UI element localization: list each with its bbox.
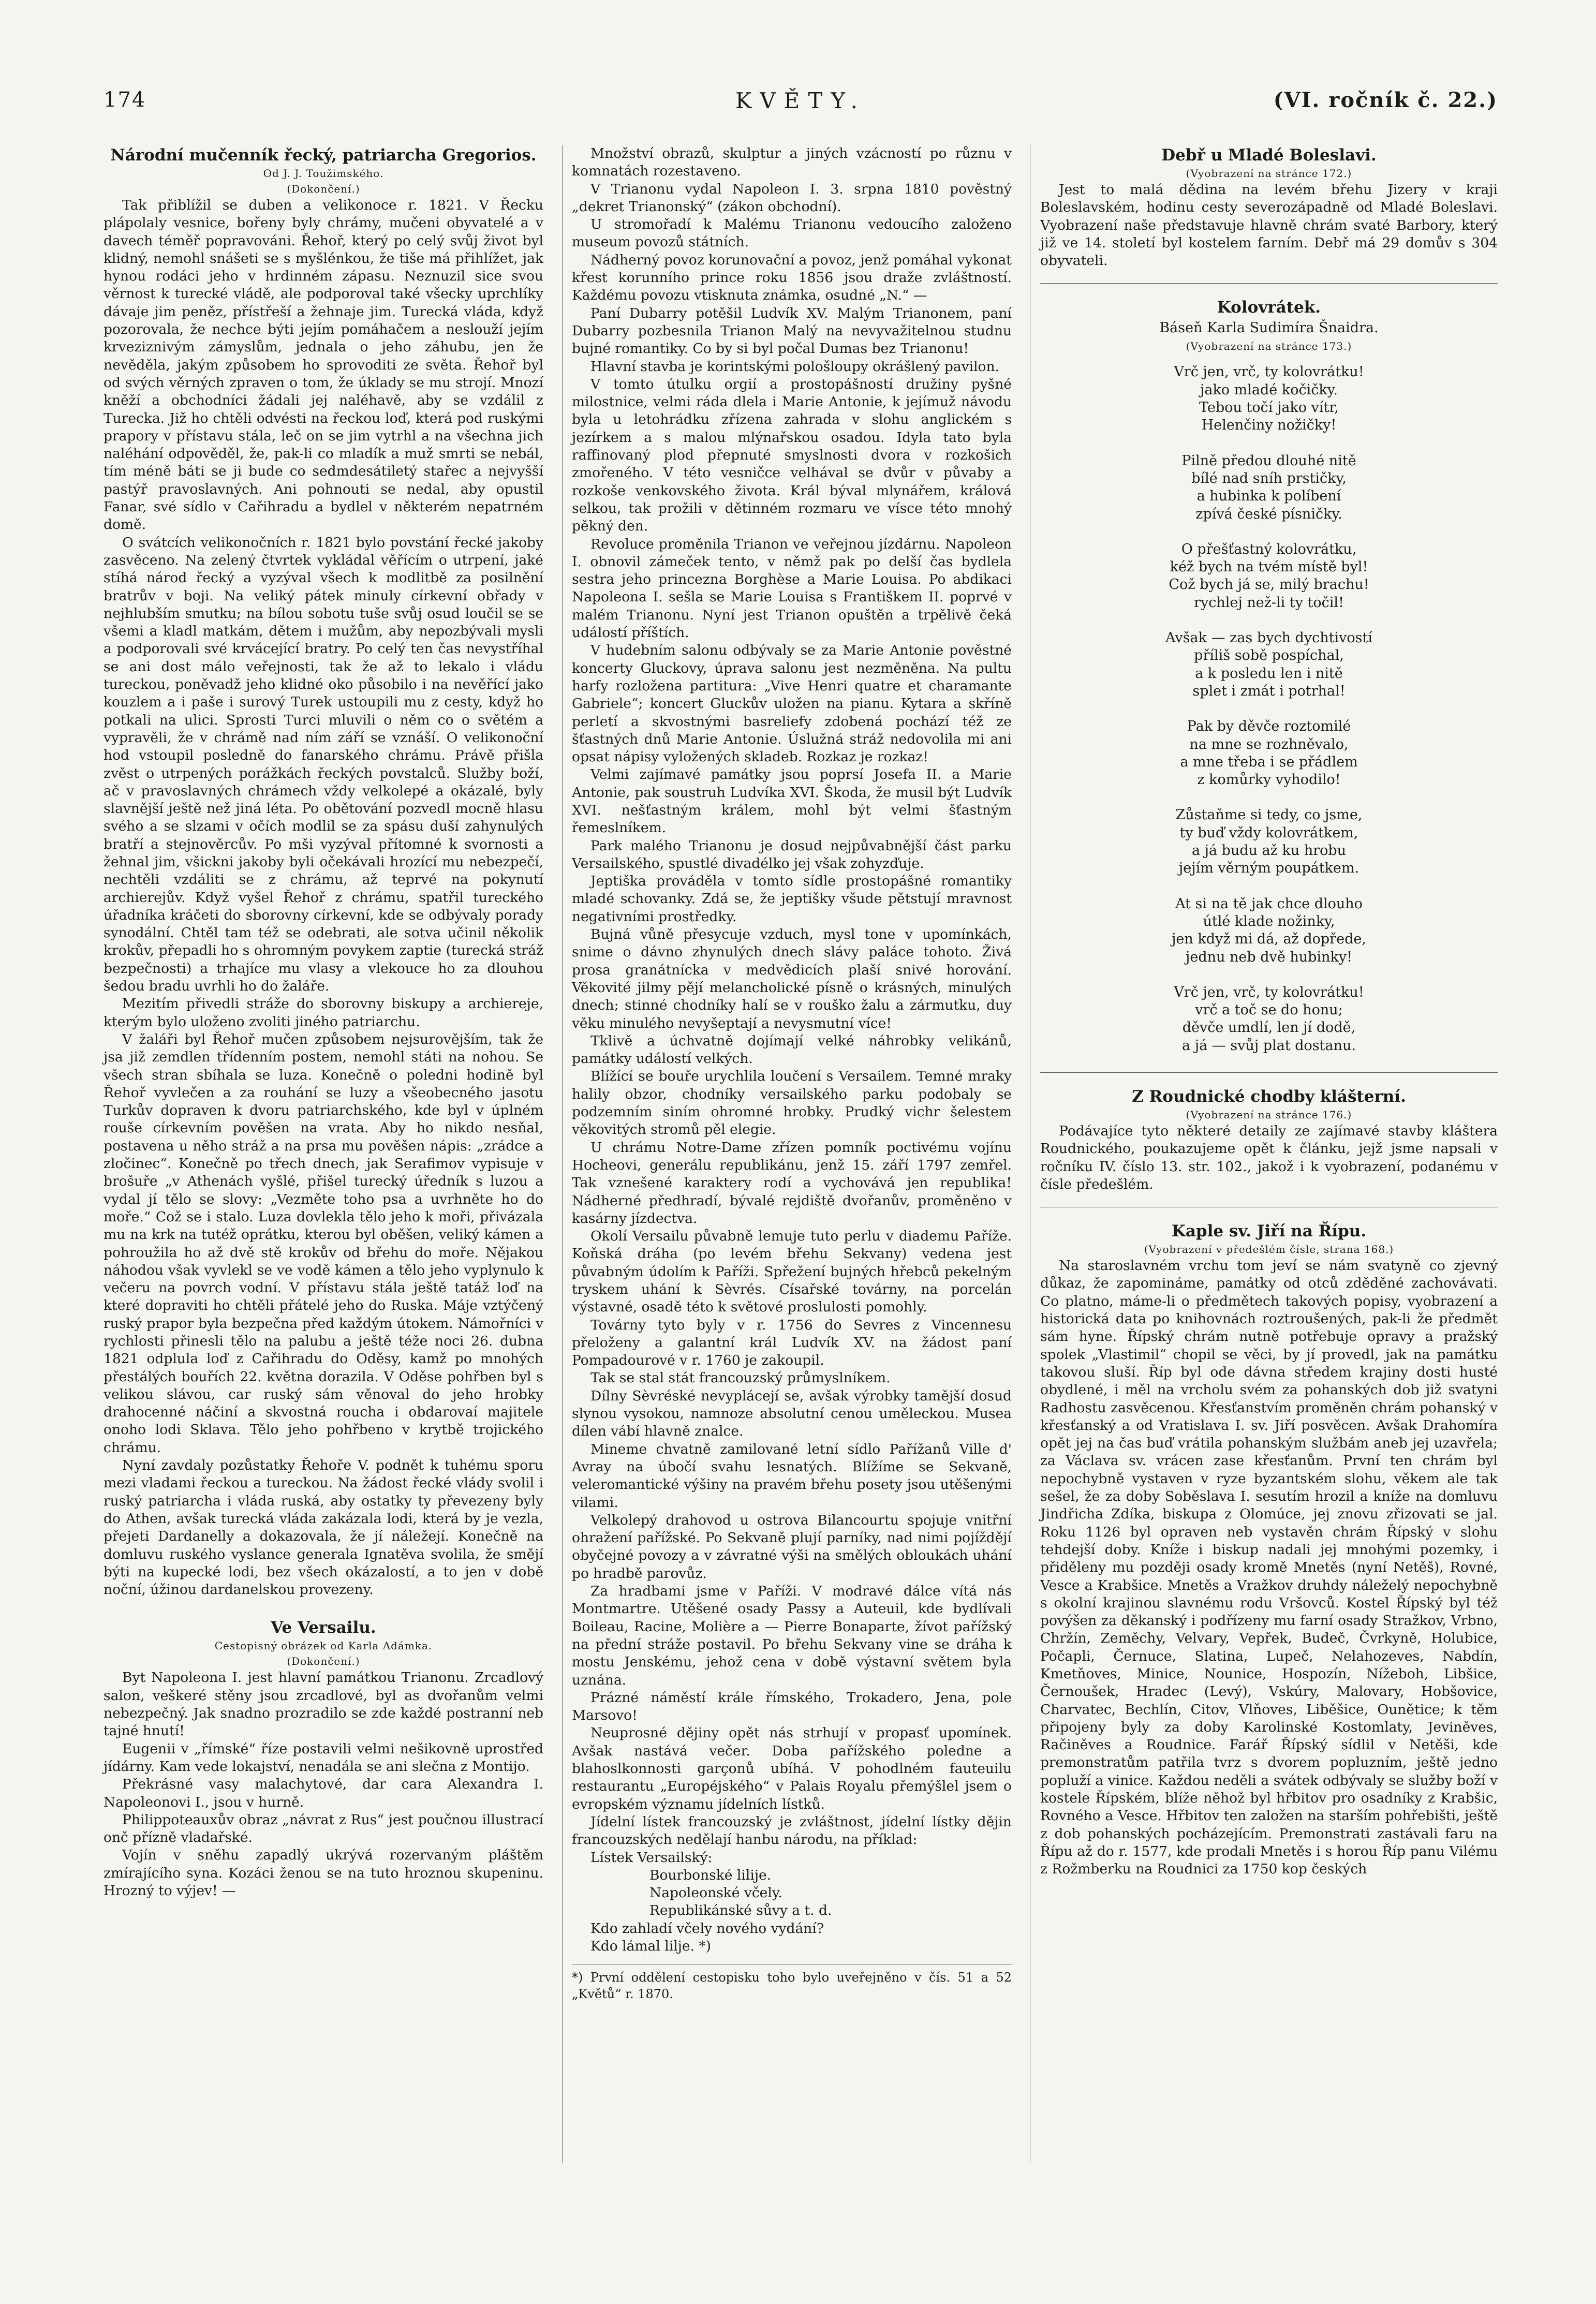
stanza: [1040, 452, 1498, 523]
paragraph: Paní Dubarry potěšil Ludvík XV. Malým Trianonem, paní Dubarry pozbesnila Trianon Malý na nevyvažitelnou studnu bujné romantiky. Co by si byl počal Dumas bez Trianonu!: [572, 305, 1012, 357]
verse-line: děvče umdlí, len jí dodě,: [1182, 1020, 1356, 1036]
verse-line: bílé nad sníh prstičky,: [1191, 470, 1347, 486]
list-item: Lístek Versailský:: [590, 1849, 713, 1866]
verse-line: jejím věrným poupátkem.: [1178, 860, 1359, 877]
paragraph: V tomto útulku orgií a prostopášností družiny pyšné milostnice, velmi ráda dlela i Marie Antonie, k jejímuž návodu byla u letohrádku zřízena zahrada v slohu anglickém s jezírkem a s malou mlýnařskou osadou. Idyla tato byla raffinovaný plod přepnuté smyslnosti dvora v rozkošich zmořeného. V této vesničce velhával se dvůr v půvaby a rozkoše venkovského života. Král býval mlynářem, králová selkou, tak prožili v dětinném rozmaru ve vísce této mnohý pěkný den.: [572, 376, 1012, 535]
poem-author: Báseň Karla Sudimíra Šnaidra.: [1159, 320, 1379, 336]
article-title: Z Roudnické chodby klášterní.: [1132, 1087, 1406, 1106]
verse-line: z komůrky vyhodilo!: [1197, 772, 1341, 788]
footnote: *) První oddělení cestopisku toho bylo uveřejněno v čís. 51 a 52 „Květů“ r. 1870.: [572, 1965, 1012, 2002]
article-title: Ve Versailu.: [271, 1618, 376, 1637]
paragraph: Jeptiška prováděla v tomto sídle prostopášné romantiky mladé schovanky. Zdá se, že jeptišky všude pětstují mravnost negativními prostředky.: [572, 873, 1012, 925]
page-header: [104, 88, 1498, 124]
verse-line: a hubinka k políbení: [1196, 488, 1341, 505]
stanza: [1040, 984, 1498, 1055]
column-2: [572, 145, 1012, 2002]
paragraph: Eugenii v „římské“ říze postavili velmi nešikovně uprostřed jídárny. Kam vede lokajství, nenadála se ani slečna z Montijo.: [104, 1740, 543, 1775]
paragraph: Vojín v sněhu zapadlý ukrývá rozervaným pláštěm zmírajícího syna. Kozáci ženou se na tuto hroznou skupeninu. Hrozný to výjev! —: [104, 1847, 543, 1899]
verse-line: ty buď vždy kolovrátkem,: [1179, 824, 1358, 841]
article-byline: Od J. J. Toužimského.: [263, 167, 384, 180]
list-item: Bourbonské lilije.: [649, 1867, 772, 1883]
article-caption: (Vyobrazení v předešlém čísle, strana 168.): [1144, 1243, 1394, 1256]
section-divider: [1040, 1072, 1498, 1073]
article-title: Kaple sv. Jiří na Řípu.: [1171, 1222, 1367, 1241]
paragraph: Dílny Sèvréské nevyplácejí se, avšak výrobky tamější dosud slynou vysokou, namnoze absolutní cenou uměleckou. Musea dílen vábí hlavně znalce.: [572, 1387, 1012, 1440]
stanza: [1040, 363, 1498, 434]
verse-line: na mne se rozhněvalo,: [1189, 736, 1349, 752]
paragraph: Tklivě a úchvatně dojímají velké náhrobky velikánů, památky událostí velkých.: [572, 1032, 1012, 1067]
verse-line: jednu neb dvě hubinky!: [1186, 949, 1352, 965]
column-1: [104, 145, 543, 1900]
paragraph: Prázné náměstí krále římského, Trokadero, Jena, pole Marsovo!: [572, 1689, 1012, 1724]
stanza: [1040, 806, 1498, 877]
paragraph: V hudebním salonu odbývaly se za Marie Antonie pověstné koncerty Gluckovy, úprava salonu jest nezměněna. Na pultu harfy rozložena partitura: „Vive Henri quatre et charamante Gabriele“; koncert Gluckův uložen na pianu. Kytara a skříně perletí a skvostnými basreliefy zdobená pochází též ze šťastných dnů Marie Antonie. Úslužná stráž nedovolila mi ani opsat nápisy vyložených skladeb. Rozkaz je rozkaz!: [572, 642, 1012, 765]
article-continued: (Dokončení.): [287, 1655, 360, 1668]
paragraph: Množství obrazů, skulptur a jiných vzácností po různu v komnatách rozestaveno.: [572, 145, 1012, 180]
paragraph: O svátcích velikonočních r. 1821 bylo povstání řecké jakoby zasvěceno. Na zelený čtvrtek vykládal věřícím o utrpení, jaké stíhá národ řecký a vyzýval všech k modlitbě za posilnění bratrův v boji. Na veliký pátek minuly církevní obřady v nejhlubším smutku; na bílou sobotu tuše svůj osud loučil se se všemi a kladl matkám, dětem i mužům, aby nepozbývali mysli a podporovali své krvácející bratry. Po celý ten čas nevystříhal se ani dost málo veřejnosti, tak že až to lekalo i vládu tureckou, poněvadž jeho klidné oko působilo i na nevěřící jako kouzlem a i paše i surový Turek ustoupili mu z cesty, když ho potkali na ulici. Sprosti Turci mluvili o něm co o světém a vypravěli, že v chrámě nad ním září se vznáší. O velikonoční hod vstoupil posledně do fanarského chrámu. Právě přišla zvěst o utrpených porážkách řeckých povstalců. Služby boží, ač v pravoslavných chrámech vždy velkolepé a okázalé, byly slavnější ještě než jiná léta. Po obětování pozvedl mocně hlasu svého a se slzami v očích modlil se za spásu duší zahynulých bratří a stejnověrcův. Po mši vyzýval přítomné k svornosti a žehnal jim, všickni jakoby byli očekávali hrozící mu nebezpečí, nechtěli vzdáliti se z chrámu, až teprvé na pokynutí archierejův. Když vyšel Řehoř z chrámu, spatřil tureckého úřadníka kráčeti do sborovny církevní, kde se odbývaly porady synodální. Chtěl tam též se odebrati, ale sotva učinil několik krokův, přepadli ho s ohromným povykem zaptie (turecká stráž bezpečnosti) a trhajíce mu vlasy a vlekouce ho za dlouhou šedou bradu uvrhli ho do žaláře.: [104, 534, 543, 995]
verse-line: Tebou točí jako vítr,: [1199, 400, 1339, 416]
verse-line: kéž bych na tvém místě byl!: [1170, 559, 1368, 575]
page-number: 174: [104, 88, 146, 112]
paragraph: Mineme chvatně zamilované letní sídlo Pařížanů Ville d' Avray na úbočí svahu lesnatých. Blížíme se Sekvaně, veleromantické výšiny na pravém břehu posety jsou utěšenými vilami.: [572, 1441, 1012, 1511]
verse-line: a k posledu len i nitě: [1195, 665, 1343, 682]
list-item: Kdo zahladí včely nového vydání?: [590, 1920, 824, 1937]
verse-line: Pilně předou dlouhé nitě: [1181, 452, 1356, 469]
paragraph: Mezitím přivedli stráže do sborovny biskupy a archiereje, kterým bylo uloženo zvoliti jiného patriarchu.: [104, 996, 543, 1030]
paragraph: U stromořadí k Malému Trianonu vedoucího založeno museum povozů státních.: [572, 216, 1012, 250]
paragraph: Byt Napoleona I. jest hlavní památkou Trianonu. Zrcadlový salon, veškeré stěny jsou zrcadlové, byl as dvořanům velmi nebezpečný. Jak snadno prozradilo se zde každé postranní neb tajné hnutí!: [104, 1670, 543, 1739]
verse-line: jako mladé kočičky.: [1200, 381, 1338, 398]
issue-label: (VI. ročník č. 22.): [1273, 88, 1498, 112]
paragraph: Továrny tyto byly v r. 1756 do Sevres z Vincennesu přeloženy a galantní král Ludvík XV. na žádost paní Pompadourové v r. 1760 je zakoupil.: [572, 1317, 1012, 1369]
stanza: [1040, 541, 1498, 612]
paragraph: Philippoteauxův obraz „návrat z Rus“ jest poučnou illustrací onč přízně vladařské.: [104, 1811, 543, 1846]
paragraph: Park malého Trianonu je dosud nejpůvabnější část parku Versailského, spustlé divadélko jej však zohyzďuje.: [572, 837, 1012, 872]
verse-line: Pak by děvče roztomilé: [1187, 718, 1351, 735]
list-item: Kdo lámal lilje. *): [590, 1938, 712, 1954]
paragraph: Nyní zavdaly pozůstatky Řehoře V. podnět k tuhému sporu mezi vladami řeckou a tureckou. Na žádost řecké vlády svolil i ruský patriarcha i vláda ruská, aby ostatky ty převezeny byly do Athen, avšak turecká vláda zakázala lodi, která by je vezla, přejeti Dardanelly a dokazovala, že jí náležejí. Konečně na domluvu ruského vyslance generala Ignatěva svolila, že smějí býti na kupecké lodi, bez všech okázalostí, a to jen v době noční, úžinou dardanelskou provezeny.: [104, 1457, 543, 1598]
paragraph: Na staroslavném vrchu tom jeví se nám svatyně co zjevný důkaz, že zapomináme, památky od otců zděděné zachovávati. Co platno, máme-li o předmětech takových popisy, vyobrazení a historická data po knihovnách roztroušených, pak-li že předmět sám hyne. Řípský chrám nutně potřebuje opravy a pražský spolek „Vlastimil“ chopil se věci, by jí provedl, jak na památku takovou sluší. Říp byl ode dávna středem krajiny dosti husté obydlené, i měl na vrcholu svém za pohanských dob již svatyni Radhostu zasvěcenou. Křesťanstvím proměněn chrám pohanský v křesťanský a od Vratislava I. sv. Jiří posvěcen. Avšak Drahomíra opět jej na čas buď vrátila pohanským službám aneb jej uzavřela; za Václava sv. vrácen zase křesťanům. První ten chrám byl nepochybně vystaven v ryze byzantském slohu, věkem ale tak sešel, že za doby Soběslava I. sesutím hrozil a kníže na domluvu Jindřicha Zdíka, biskupa z Olomúce, jej znovu zřizovati se jal. Roku 1126 byl opraven neb vystavěn chrám Řípský v slohu tehdejší doby. Kníže i biskup nadali jej mnohými pozemky, i přiděleny mu později osady kromě Mnetěs (nyní Netěš), Rovné, Vesce a Krabšice. Mnetěs a Vražkov druhdy náleželý nepochybně s okolní krajinou slavnému rodu Vršovců. Kostel Řípský byl též povýšen za děkanský i podřízeny mu farní osady Stražkov, Vrbno, Chržín, Zeměchy, Velvary, Vepřek, Budeč, Čvrkyně, Holubice, Počapli, Černuce, Slatina, Lupeč, Nelahozeves, Nabdín, Kmetňoves, Minice, Nounice, Hospozín, Nížeboh, Libšice, Černoušek, Hradec (Levý), Vskúry, Malovary, Hobšovice, Charvatec, Bechlín, Citov, Vlňoves, Liběšice, Ounětice; k těm připojeny byly za doby Karolinské Kostomlaty, Jeviněves, Račiněves a Roudnice. Farář Řípský sídlil v Netěši, kde premonstratům patřila tvrz s dvorem popluzním, ještě jedno popluží a vinice. Každou neděli a svátek odbývaly se služby boží v kostele Řípském, blíže něhož byl hřbitov pro osadníky z Krabšic, Rovného a Vesce. Hřbitov ten založen na starším pohřebišti, ještě z dob pohanských pocházejícím. Premonstrati zastávali faru na Řípu až do r. 1577, kde prodali Mnetěs i s horou Říp panu Vilému z Rožmberku na Roudnici za 1750 kop českých: [1040, 1258, 1498, 1878]
verse-line: a já budu až ku hrobu: [1191, 843, 1347, 859]
menu-listing: [572, 1849, 1012, 1956]
stanza: [1040, 718, 1498, 789]
verse-line: Zůstaňme si tedy, co jsme,: [1175, 807, 1363, 823]
paragraph: Nádherný povoz korunovační a povoz, jenž pomáhal vykonat křest korunního prince roku 1856 jsou draže zvláštností. Každému povozu vtisknuta známka, osudné „N.“ —: [572, 252, 1012, 304]
article-continued: (Dokončení.): [287, 183, 360, 195]
paragraph: Velmi zajímavé památky jsou poprsí Josefa II. a Marie Antonie, pak soustruh Ludvíka XVI. Škoda, že musil být Ludvík XVI. nešťastným králem, mohl být velmi šťastným řemeslníkem.: [572, 766, 1012, 836]
poem: [1040, 363, 1498, 1055]
column-divider: [562, 145, 563, 2163]
paragraph: U chrámu Notre-Dame zřízen pomník poctivému vojínu Hocheovi, generálu republikánu, jenž 15. září 1797 zemřel. Tak vznešené karaktery rodí a vychovává jen republika! Nádherné předhradí, bývalé rejdiště dvořanův, proměněno v kasárny jízdectva.: [572, 1139, 1012, 1227]
paragraph: Blížící se bouře urychlila loučení s Versailem. Temné mraky halily obzor, chodníky versailského parku podobaly se podzemním siním ohromné hrobky. Prudký vichr šelestem věkovitých stromů pěl elegie.: [572, 1068, 1012, 1138]
column-3: [1040, 145, 1498, 1879]
stanza: [1040, 629, 1498, 700]
verse-line: Což bych já se, milý brachu!: [1169, 577, 1369, 593]
verse-line: vrč a toč se do honu;: [1195, 1002, 1343, 1018]
paragraph: Za hradbami jsme v Paříži. V modravé dálce vítá nás Montmartre. Utěšené osady Passy a Auteuil, kde bydlívali Boileau, Racine, Molière a — Pierre Bonaparte, žívot pařížský na přední stráže postavil. Po břehu Sekvany vine se dráha k mostu Jenskému, jehož cena v době výstavní světem byla uznána.: [572, 1583, 1012, 1688]
section-divider: [1040, 283, 1498, 284]
verse-line: splet i zmát i potrhal!: [1192, 683, 1346, 699]
article-title: Národní mučenník řecký, patriarcha Gregorios.: [110, 146, 537, 165]
columns: [104, 145, 1498, 2163]
article-caption: (Vyobrazení na stránce 176.): [1186, 1108, 1352, 1121]
verse-line: Vrč jen, vrč, ty kolovrátku!: [1174, 984, 1364, 1000]
verse-line: příliš sobě pospíchal,: [1194, 647, 1344, 664]
verse-line: At si na tě jak chce dlouho: [1175, 895, 1363, 912]
paragraph: V Trianonu vydal Napoleon I. 3. srpna 1810 pověstný „dekret Trianonský“ (zákon obchodní).: [572, 181, 1012, 215]
verse-line: rychlej než-li ty točil!: [1194, 594, 1344, 611]
article-title: Debř u Mladé Boleslavi.: [1161, 146, 1377, 165]
paragraph: Neuprosné dějiny opět nás strhují v propasť upomínek. Avšak nastává večer. Doba pařížského poledne a blahoslkonnosti garçonů ubíhá. V pohodlném fauteuilu restaurantu „Européjského“ v Palais Royalu přemýšlel jsem o evropském významu jídelních lístků.: [572, 1725, 1012, 1812]
verse-line: Vrč jen, vrč, ty kolovrátku!: [1174, 364, 1364, 380]
paragraph: Okolí Versailu půvabně lemuje tuto perlu v diademu Paříže. Koňská dráha (po levém břehu Sekvany) vedena jest půvabným údolím k Paříži. Spřežení bujných hřebců pekelným tryskem uhání k Sèvrés. Císařské továrny, na porcelán výstavné, osadě této k světové proslulosti pomohly.: [572, 1228, 1012, 1316]
paragraph: Podávajíce tyto některé detaily ze zajímavé stavby kláštera Roudnického, poukazujeme opět k článku, jejž jsme napsali v ročníku IV. číslo 13. str. 102., jakož i k vyobrazení, podanému v čísle předešlém.: [1040, 1123, 1498, 1192]
paragraph: V žaláři byl Řehoř mučen způsobem nejsurovějším, tak že jsa již zemdlen třídenním postem, nemohl státi na nohou. Se všech stran sbíhala se luza. Konečně o poledni hodině byl Řehoř vyvlečen a za rouhání se luzy a všeobecného jasotu Turkův dopraven k dvoru patriarchského, kde byl v úplném rouše církevním pověšen na vrata. Aby ho nikdo nesňal, postavena u něho stráž a na prsa mu pověšen nápis: „zrádce a zločinec“. Konečně po třech dnech, jak Serafimov vypisuje v brošuře „v Athenách vyšlé, přišel turecký úředník s luzou a vydal jí tělo se slovy: „Vezměte toho psa a uvrhněte ho do moře.“ Což se i stalo. Luza dovlekla tělo jeho k moři, přivázala mu na krk na tutéž oprátku, kterou byl oběšen, veliký kámen a pohroužila ho až dvě stě krokův od břehu do moře. Nějakou náhodou však vyvlekl se ve vodě kámen a tělo jeho vyplynulo k večeru na povrch vodní. V přístavu stála ještě tatáž loď na které dopraviti ho chtěli přátelé jeho do Ruska. Máje vztýčený ruský prapor byla bezpečna před každým útokem. Námořníci v rychlosti přinesli tělo na palubu a ještě téže noci 26. dubna 1821 odplula loď z Cařihradu do Oděsy, kamž po mnohých přestálých bouřích 22. května dorazila. V Oděse pohřben byl s velikou slávou, car ruský sám věnoval do jeho hrobky drahocenné náčiní a skvostná roucha i obdarovaí majitele onoho lodi Sklava. Tělo jeho pohřbeno v krytbě trojického chrámu.: [104, 1031, 543, 1456]
paragraph: Tak se stal stát francouzský průmyslníkem.: [590, 1370, 891, 1386]
paragraph: Tak přiblížil se duben a velikonoce r. 1821. V Řecku plápolaly vesnice, bořeny byly chrámy, mučeni obyvatelé a v davech téměř popravováni. Řehoř, který po celý svůj život byl klidný, nemohl snášeti se s myšlénkou, že tiše má přihlížet, jak hynou rodáci jeho v hrdinném zápasu. Neznuzil sice svou věrnost k turecké vládě, ale podporoval také všecky uprchlíky dávaje jim peněz, přístřeší a žehnaje jim. Turecká vláda, když pozorovala, že nechce býti jejím pomáhačem a neslouží jejím krveziznivým zámyslům, jednala o jeho záhubu, jen že nevěděla, jakým způsobem ho sprovoditi ze světa. Řehoř byl od svých věrných zpraven o tom, že úklady se mu strojí. Mnozí kněží a obchodníci žádali jej naléhavě, aby se vzdálil z Turecka. Již ho chtěli odvésti na řeckou loď, která pod ruskými prapory v přístavu stála, leč on se jim vytrhl a na všechna jich naléhání odpověděl, že, pak-li co mladík a muž smrti se nebál, tím méně báti se ji bude co sedmdesátiletý stařec a nejvyšší pastýř pravoslavných. Ani pohnouti se nedal, aby opustil Fanar, své sídlo v Cařihradu a bydlel v některém nepatrném domě.: [104, 197, 543, 533]
paragraph: Hlavní stavba je korintskými pološloupy okrášlený pavilon.: [590, 358, 1000, 375]
paragraph: Velkolepý drahovod u ostrova Bilancourtu spojuje vnitřní ohražení pařížské. Po Sekvaně plují parníky, nad nimi pojíždějí obyčejné povozy a v závratné výši na smělých obloukách uhání po hradbě parovůz.: [572, 1512, 1012, 1582]
list-item: Republikánské sůvy a t. d.: [649, 1902, 832, 1919]
verse-line: a já — svůj plat dostanu.: [1182, 1037, 1356, 1054]
paragraph: Překrásné vasy malachytové, dar cara Alexandra I. Napoleonovi I., jsou v hurně.: [104, 1776, 543, 1810]
verse-line: jen když mi dá, až dopřede,: [1172, 931, 1366, 948]
stanza: [1040, 895, 1498, 966]
article-caption: (Vyobrazení na stránce 172.): [1186, 167, 1352, 180]
verse-line: Helenčiny nožičky!: [1201, 417, 1337, 434]
paragraph: Jest to malá dědina na levém břehu Jizery v kraji Boleslavském, hodinu cesty severozápadně od Mladé Boleslavi. Vyobrazení naše představuje hlavně chrám svaté Barbory, který již ve 14. století byl kostelem farním. Debř má 29 domův s 304 obyvateli.: [1040, 182, 1498, 269]
paragraph: Bujná vůně přesycuje vzduch, mysl tone v upomínkách, snime o dávno zhynulých dnech slávy paláce tohoto. Živá prosa granátnícka v medvědicích plaší snivé horování. Věkovité jilmy pějí melancholické písně o krásných, minulých dnech; stinné chodníky halí se v rouško žalu a zármutku, duy věku minulého nevyšeptají a nevysmutní více!: [572, 926, 1012, 1031]
verse-line: Avšak — zas bych dychtivostí: [1165, 630, 1372, 646]
list-item: Napoleonské včely.: [649, 1885, 782, 1901]
verse-line: zpívá české písničky.: [1195, 506, 1342, 522]
verse-line: útlé klade nožinky,: [1203, 913, 1335, 929]
verse-line: a mne třeba i se přádlem: [1180, 754, 1358, 770]
paragraph: Revoluce proměnila Trianon ve veřejnou jízdárnu. Napoleon I. obnovil zámeček tento, v němž pak po delší čas bydlela sestra jeho princezna Borghèse a Marie Louisa. Po abdikaci Napoleona I. sešla se Marie Louisa s Františkem II. poprvé v malém Trianonu. Nyní jest Trianon opuštěn a trpělivě čeká událostí příštích.: [572, 536, 1012, 641]
paragraph: Jídelní lístek francouzský je zvláštnost, jídelní lístky dějin francouzských nedělají hanbu národu, na příklad:: [572, 1813, 1012, 1848]
article-byline: Cestopisný obrázek od Karla Adámka.: [214, 1640, 433, 1652]
verse-line: O přešťastný kolovrátku,: [1181, 541, 1357, 557]
poem-title: Kolovrátek.: [1217, 298, 1321, 317]
article-caption: (Vyobrazení na stránce 173.): [1186, 340, 1352, 353]
masthead: KVĚTY.: [735, 88, 866, 113]
